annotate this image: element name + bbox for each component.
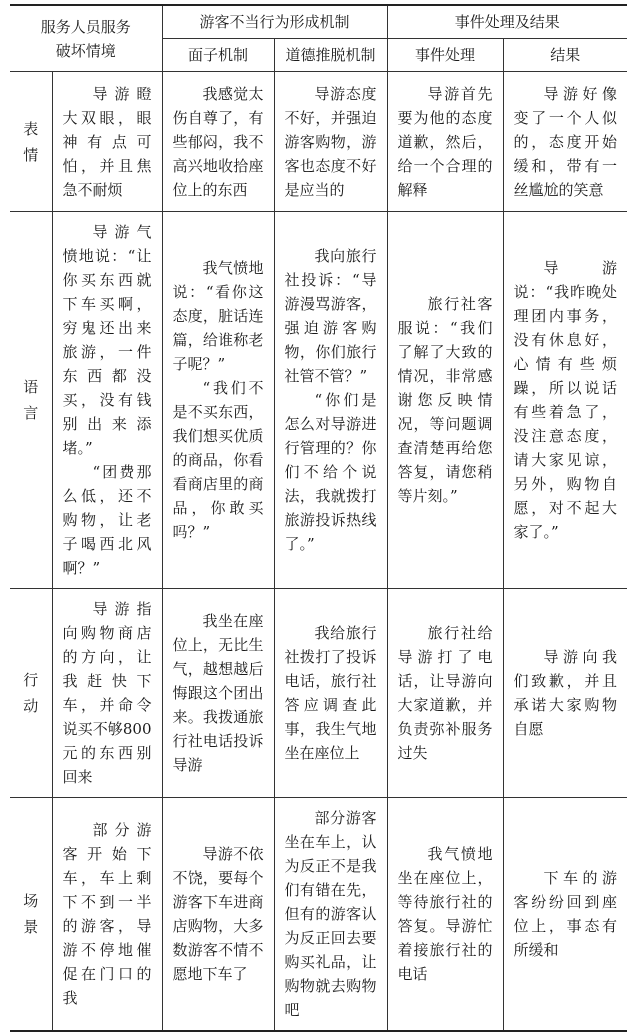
header-face-mechanism: 面子机制	[162, 39, 274, 72]
cell-paragraph: 我向旅行社投诉：“导游漫骂游客，强迫游客购物，你们旅行社管不管？”	[284, 247, 377, 385]
row-label-char: 行	[23, 671, 39, 689]
row-label-scene	[10, 798, 52, 1032]
cell-service: 导游瞪大双眼，眼神有点可怕，并且焦急不耐烦	[52, 72, 162, 212]
cell-result: 导游说：“我昨晚处理团内事务，没有休息好，心情有些烦躁，所以说话有些着急了，没注意态度，请大家见谅，另外，购物自愿，对不起大家了。”	[503, 212, 627, 589]
header-group-handling: 事件处理及结果	[387, 5, 627, 39]
cell-face	[162, 212, 274, 589]
cell-service	[52, 212, 162, 589]
header-group-mechanism: 游客不当行为形成机制	[162, 5, 387, 39]
row-label-char: 动	[23, 697, 39, 715]
table-row-scene	[10, 798, 627, 1032]
cell-paragraph: “团费那么低，还不购物，让老子喝西北风啊？”	[62, 463, 152, 577]
header-service-failure	[10, 5, 162, 72]
row-label-char: 情	[23, 145, 39, 164]
cell-face: 我坐在座位上，无比生气，越想越后悔跟这个团出来。我拨通旅行社电话投诉导游	[162, 589, 274, 798]
cell-paragraph: 导游气愤地说：“让你买东西就下车买啊，穷鬼还出来旅游，一件东西都没买，没有钱别出来添堵。”	[62, 223, 152, 457]
cell-face: 我感觉太伤自尊了，有些郁闷，我不高兴地收拾座位上的东西	[162, 72, 274, 212]
cell-paragraph: “我们不是不买东西，我们想买优质的商品，你看看商店里的商品，你敢买吗？”	[172, 379, 264, 541]
table-row-action	[10, 589, 627, 798]
cell-moral: 我给旅行社拨打了投诉电话，旅行社答应调查此事，我生气地坐在座位上	[274, 589, 387, 798]
header-service-failure-line1: 服务人员服务	[40, 17, 131, 36]
cell-handling: 旅行社客服说：“我们了解了大致的情况，非常感谢您反映情况，等问题调查清楚再给您答复，请您稍等片刻。”	[387, 212, 503, 589]
header-result: 结果	[503, 39, 627, 72]
cell-service: 导游指向购物商店的方向，让我赶快下车，并命令说买不够800元的东西别回来	[52, 589, 162, 798]
row-label-action	[10, 589, 52, 798]
cell-result: 导游向我们致歉，并且承诺大家购物自愿	[503, 589, 627, 798]
cell-paragraph: “你们是怎么对导游进行管理的？你们不给个说法，我就拨打旅游投诉热线了。”	[284, 391, 377, 553]
cell-moral: 部分游客坐在车上，认为反正不是我们有错在先，但有的游客认为反正回去要购买礼品，让购物就去购物吧	[274, 798, 387, 1032]
row-label-char: 景	[23, 918, 39, 936]
cell-service: 部分游客开始下车，车上剩下不到一半的游客，导游不停地催促在门口的我	[52, 798, 162, 1032]
table-row-language	[10, 212, 627, 589]
service-failure-table	[10, 4, 627, 1032]
cell-handling: 导游首先要为他的态度道歉，然后，给一个合理的解释	[387, 72, 503, 212]
header-row-1	[10, 5, 627, 39]
cell-moral: 导游态度不好，并强迫游客购物，游客也态度不好是应当的	[274, 72, 387, 212]
row-label-char: 表	[23, 119, 39, 138]
row-label-language	[10, 212, 52, 589]
table-row-expression	[10, 72, 627, 212]
row-label-char: 言	[23, 404, 39, 422]
row-label-char: 场	[23, 892, 39, 910]
cell-face: 导游不依不饶，要每个游客下车进商店购物，大多数游客不情不愿地下车了	[162, 798, 274, 1032]
cell-paragraph: 我气愤地说：“看你这态度，脏话连篇，给谁称老子呢？”	[172, 259, 264, 373]
cell-result: 下车的游客纷纷回到座位上，事态有所缓和	[503, 798, 627, 1032]
row-label-expression	[10, 72, 52, 212]
row-label-char: 语	[23, 378, 39, 396]
header-service-failure-line2: 破坏情境	[55, 41, 116, 60]
cell-handling: 我气愤地坐在座位上，等待旅行社的答复。导游忙着接旅行社的电话	[387, 798, 503, 1032]
cell-moral	[274, 212, 387, 589]
cell-result: 导游好像变了一个人似的，态度开始缓和，带有一丝尴尬的笑意	[503, 72, 627, 212]
cell-handling: 旅行社给导游打了电话，让导游向大家道歉，并负责弥补服务过失	[387, 589, 503, 798]
header-event-handling: 事件处理	[387, 39, 503, 72]
header-moral-mechanism: 道德推脱机制	[274, 39, 387, 72]
